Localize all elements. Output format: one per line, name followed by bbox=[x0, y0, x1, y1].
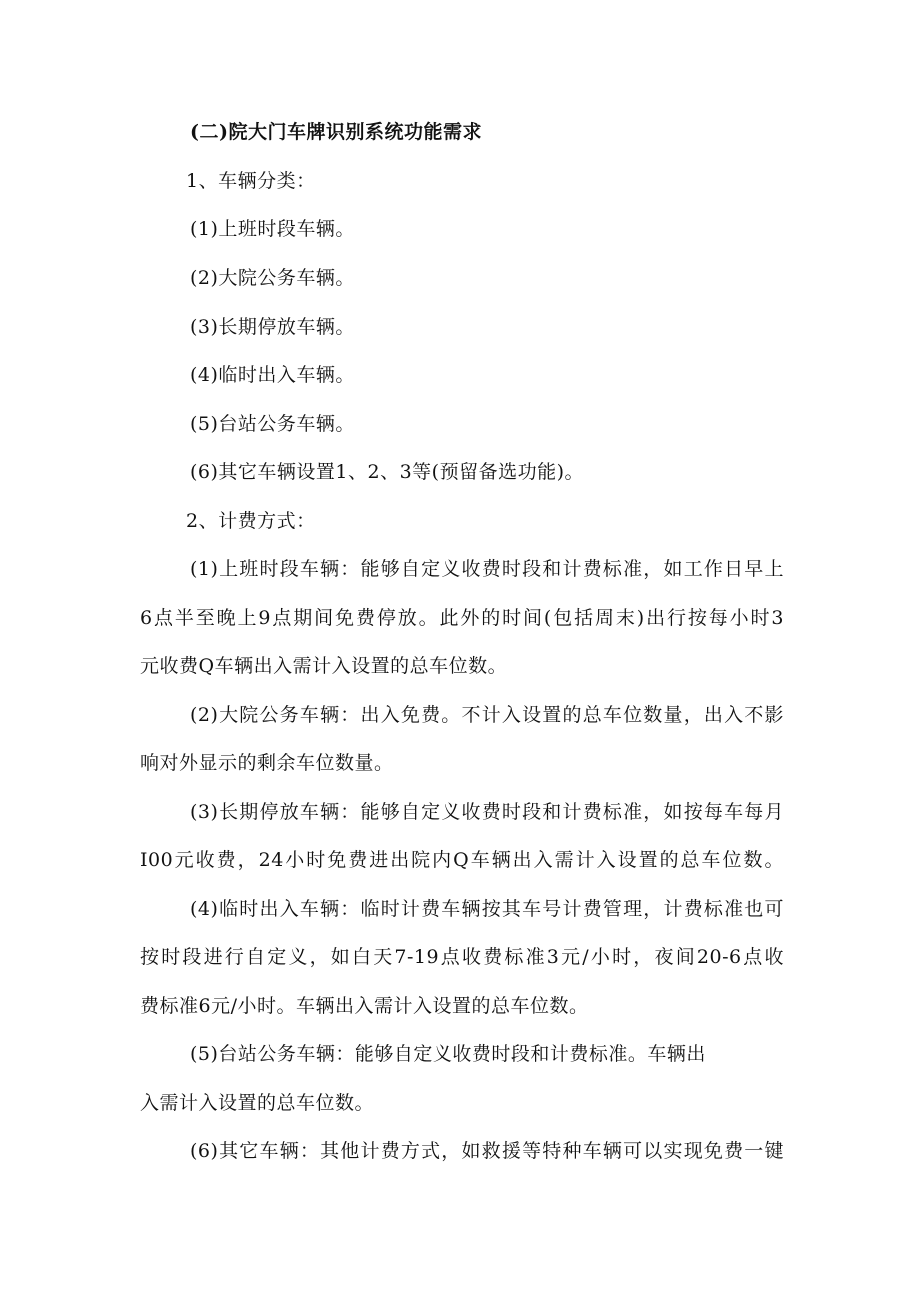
billing-p1-line-3: 元收费Q车辆出入需计入设置的总车位数。 bbox=[140, 655, 508, 677]
billing-heading: 2、计费方式： bbox=[186, 510, 316, 532]
classification-item-2: (2)大院公务车辆。 bbox=[190, 267, 355, 289]
billing-p1-line-2: 6点半至晚上9点期间免费停放。此外的时间(包括周末)出行按每小时3 bbox=[140, 607, 784, 629]
classification-heading: 1、车辆分类： bbox=[186, 170, 316, 192]
classification-item-4: (4)临时出入车辆。 bbox=[190, 364, 355, 386]
billing-p5-line-2: 入需计入设置的总车位数。 bbox=[140, 1092, 375, 1114]
billing-p3-line-2: I00元收费，24小时免费进出院内Q车辆出入需计入设置的总车位数。 bbox=[140, 849, 784, 871]
billing-p4-line-2: 按时段进行自定义，如白天7-19点收费标准3元/小时，夜间20-6点收 bbox=[140, 946, 784, 968]
section-title: (二)院大门车牌识别系统功能需求 bbox=[190, 121, 482, 143]
classification-item-6: (6)其它车辆设置1、2、3等(预留备选功能)。 bbox=[190, 461, 585, 483]
billing-p4-line-1: (4)临时出入车辆：临时计费车辆按其车号计费管理，计费标准也可 bbox=[190, 898, 784, 920]
billing-p5-line-1: (5)台站公务车辆：能够自定义收费时段和计费标准。车辆出 bbox=[190, 1043, 706, 1065]
classification-item-5: (5)台站公务车辆。 bbox=[190, 413, 355, 435]
classification-item-3: (3)长期停放车辆。 bbox=[190, 316, 355, 338]
billing-p1-line-1: (1)上班时段车辆：能够自定义收费时段和计费标准，如工作日早上 bbox=[190, 558, 784, 580]
billing-p3-line-1: (3)长期停放车辆：能够自定义收费时段和计费标准，如按每车每月 bbox=[190, 801, 784, 823]
billing-p6-line-1: (6)其它车辆：其他计费方式，如救援等特种车辆可以实现免费一键 bbox=[190, 1140, 784, 1162]
billing-p2-line-2: 响对外显示的剩余车位数量。 bbox=[140, 752, 394, 774]
billing-p2-line-1: (2)大院公务车辆：出入免费。不计入设置的总车位数量，出入不影 bbox=[190, 704, 784, 726]
classification-item-1: (1)上班时段车辆。 bbox=[190, 218, 355, 240]
billing-p4-line-3: 费标准6元/小时。车辆出入需计入设置的总车位数。 bbox=[140, 995, 589, 1017]
